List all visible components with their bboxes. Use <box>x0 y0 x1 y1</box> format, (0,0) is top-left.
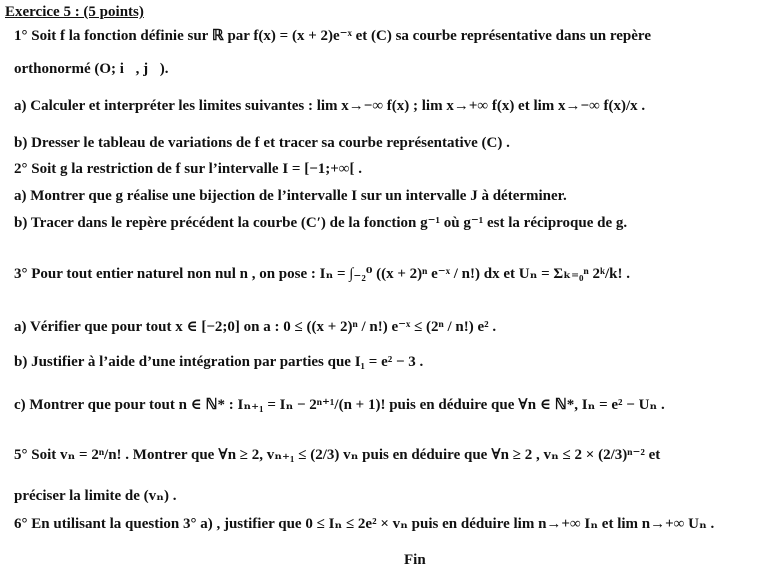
question-6-statement: 6° En utilisant la question 3° a) , justifier que 0 ≤ Iₙ ≤ 2e² × vₙ puis en déduire lim n→+∞ Iₙ et lim n→+∞ Uₙ . <box>14 516 715 532</box>
question-3-statement: 3° Pour tout entier naturel non nul n , on pose : Iₙ = ∫₋₂⁰ ((x + 2)ⁿ e⁻ˣ / n!) dx et Uₙ = Σₖ₌₀ⁿ 2ᵏ/k! . <box>14 266 631 282</box>
question-5-limit: préciser la limite de (vₙ) . <box>14 488 177 504</box>
question-3c: c) Montrer que pour tout n ∈ ℕ* : Iₙ₊₁ = Iₙ − 2ⁿ⁺¹/(n + 1)! puis en déduire que ∀n ∈ ℕ*, Iₙ = e² − Uₙ . <box>14 397 665 413</box>
question-3a: a) Vérifier que pour tout x ∈ [−2;0] on a : 0 ≤ ((x + 2)ⁿ / n!) e⁻ˣ ≤ (2ⁿ / n!) e² . <box>14 319 497 335</box>
question-2-statement: 2° Soit g la restriction de f sur l’intervalle I = [−1;+∞[ . <box>14 161 362 177</box>
question-2b: b) Tracer dans le repère précédent la courbe (C′) de la fonction g⁻¹ où g⁻¹ est la réciproque de g. <box>14 215 628 231</box>
question-1-frame: orthonormé (O; i⃗, j⃗). <box>14 61 169 77</box>
question-2a: a) Montrer que g réalise une bijection de l’intervalle I sur un intervalle J à déterminer. <box>14 188 567 204</box>
exercise-title: Exercice 5 : (5 points) <box>5 4 144 20</box>
question-3b: b) Justifier à l’aide d’une intégration par parties que I₁ = e² − 3 . <box>14 354 424 370</box>
question-1a: a) Calculer et interpréter les limites suivantes : lim x→−∞ f(x) ; lim x→+∞ f(x) et lim x→−∞ f(x)/x . <box>14 98 646 114</box>
question-1-statement: 1° Soit f la fonction définie sur ℝ par f(x) = (x + 2)e⁻ˣ et (C) sa courbe représentative dans un repère <box>14 28 651 44</box>
question-1b: b) Dresser le tableau de variations de f et tracer sa courbe représentative (C) . <box>14 135 510 151</box>
question-5-statement: 5° Soit vₙ = 2ⁿ/n! . Montrer que ∀n ≥ 2, vₙ₊₁ ≤ (2/3) vₙ puis en déduire que ∀n ≥ 2 , vₙ ≤ 2 × (2/3)ⁿ⁻² et <box>14 447 661 463</box>
end-marker: Fin <box>404 552 426 568</box>
